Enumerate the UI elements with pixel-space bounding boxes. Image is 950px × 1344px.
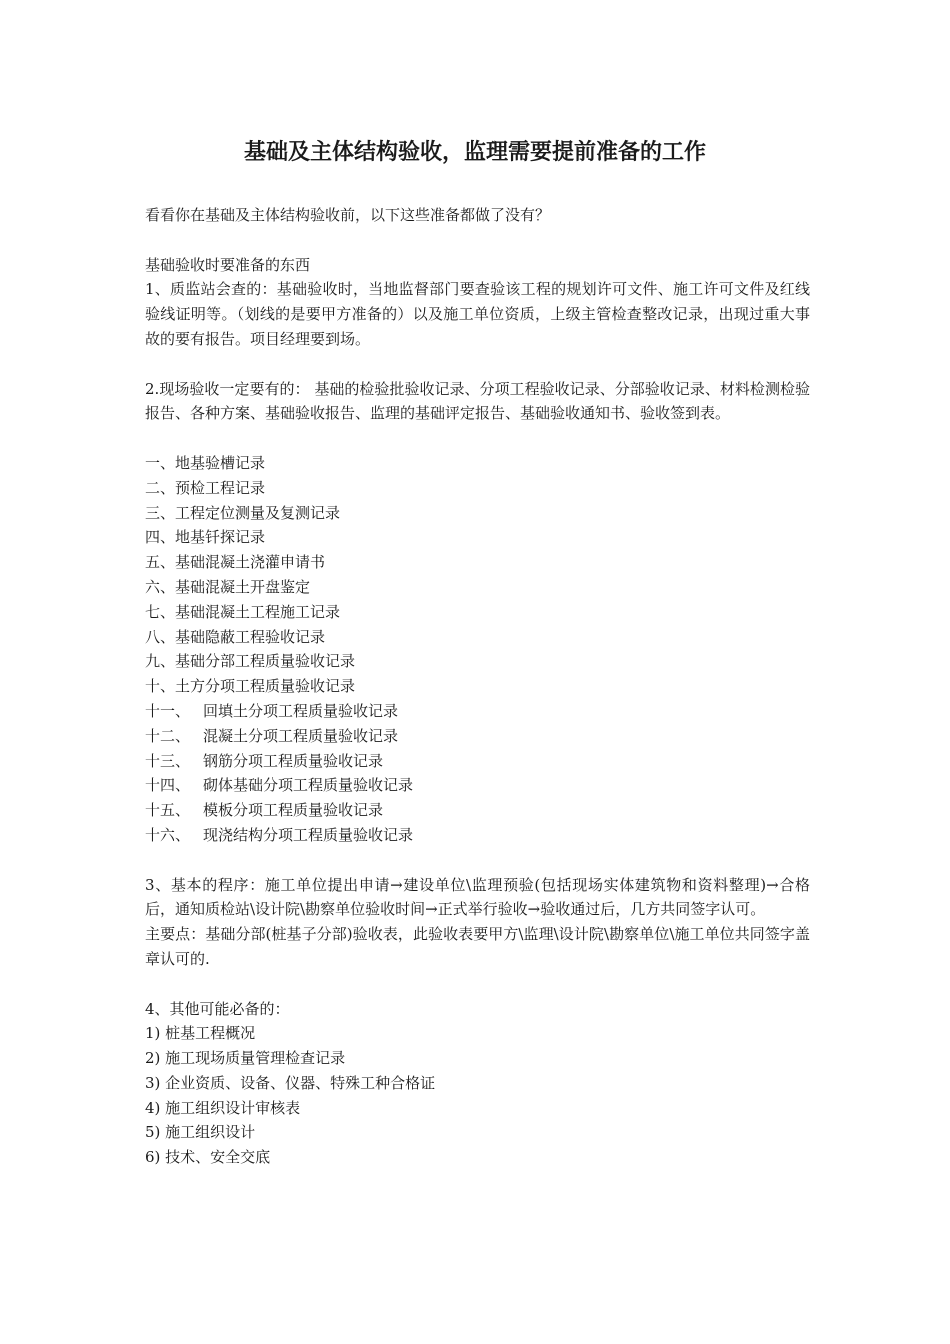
list-item: 八、基础隐蔽工程验收记录 (145, 627, 326, 646)
paragraph-4-heading: 4、其他可能必备的： (145, 999, 290, 1018)
spacer (145, 972, 810, 997)
list-item: 三、工程定位测量及复测记录 (145, 503, 341, 522)
list-item: 6) 技术、安全交底 (145, 1148, 271, 1167)
list-item: 十二、 混凝土分项工程质量验收记录 (145, 726, 399, 745)
spacer (145, 426, 810, 451)
list-item: 2) 施工现场质量管理检查记录 (145, 1049, 346, 1068)
spacer (145, 352, 810, 377)
list-item: 4) 施工组织设计审核表 (145, 1098, 301, 1117)
list-item: 十五、 模板分项工程质量验收记录 (145, 801, 384, 820)
list-item: 5) 施工组织设计 (145, 1123, 256, 1142)
list-item: 一、地基验槽记录 (145, 453, 266, 472)
list-item: 四、地基钎探记录 (145, 528, 266, 547)
spacer (145, 848, 810, 873)
list-item: 九、基础分部工程质量验收记录 (145, 652, 356, 671)
list-item: 五、基础混凝土浇灌申请书 (145, 553, 326, 572)
paragraph-3: 3、基本的程序：施工单位提出申请→建设单位\监理预验(包括现场实体建筑物和资料整理)→合格后，通知质检站\设计院\勘察单位验收时间→正式举行验收→验收通过后，几方共同签字认可。 (145, 875, 810, 919)
paragraph-2: 2.现场验收一定要有的： 基础的检验批验收记录、分项工程验收记录、分部验收记录、材料检测检验报告、各种方案、基础验收报告、监理的基础评定报告、基础验收通知书、验收签到表。 (145, 379, 810, 423)
records-list (145, 451, 810, 848)
list-item: 六、基础混凝土开盘鉴定 (145, 577, 311, 596)
section-heading: 基础验收时要准备的东西 (145, 255, 311, 274)
list-item: 3) 企业资质、设备、仪器、特殊工种合格证 (145, 1073, 436, 1092)
document-title: 基础及主体结构验收，监理需要提前准备的工作 (243, 140, 706, 165)
other-items-list (145, 1021, 810, 1170)
paragraph-1: 1、质监站会查的：基础验收时，当地监督部门要查验该工程的规划许可文件、施工许可文件及红线验线证明等。（划线的是要甲方准备的）以及施工单位资质，上级主管检查整改记录，出现过重大事故的要有报告。项目经理要到场。 (145, 280, 810, 348)
list-item: 十四、 砌体基础分项工程质量验收记录 (145, 776, 414, 795)
intro-paragraph: 看看你在基础及主体结构验收前，以下这些准备都做了没有？ (145, 206, 551, 224)
list-item: 十一、 回填土分项工程质量验收记录 (145, 701, 399, 720)
spacer (145, 228, 810, 253)
paragraph-3-key-point: 主要点：基础分部(桩基子分部)验收表，此验收表要甲方\监理\设计院\勘察单位\施工单位共同签字盖章认可的. (145, 925, 810, 968)
list-item: 十三、 钢筋分项工程质量验收记录 (145, 751, 384, 770)
document-body (145, 203, 810, 1170)
list-item: 十六、 现浇结构分项工程质量验收记录 (145, 825, 414, 844)
list-item: 十、土方分项工程质量验收记录 (145, 677, 356, 696)
list-item: 七、基础混凝土工程施工记录 (145, 602, 341, 621)
list-item: 1) 桩基工程概况 (145, 1024, 256, 1043)
list-item: 二、预检工程记录 (145, 478, 266, 497)
